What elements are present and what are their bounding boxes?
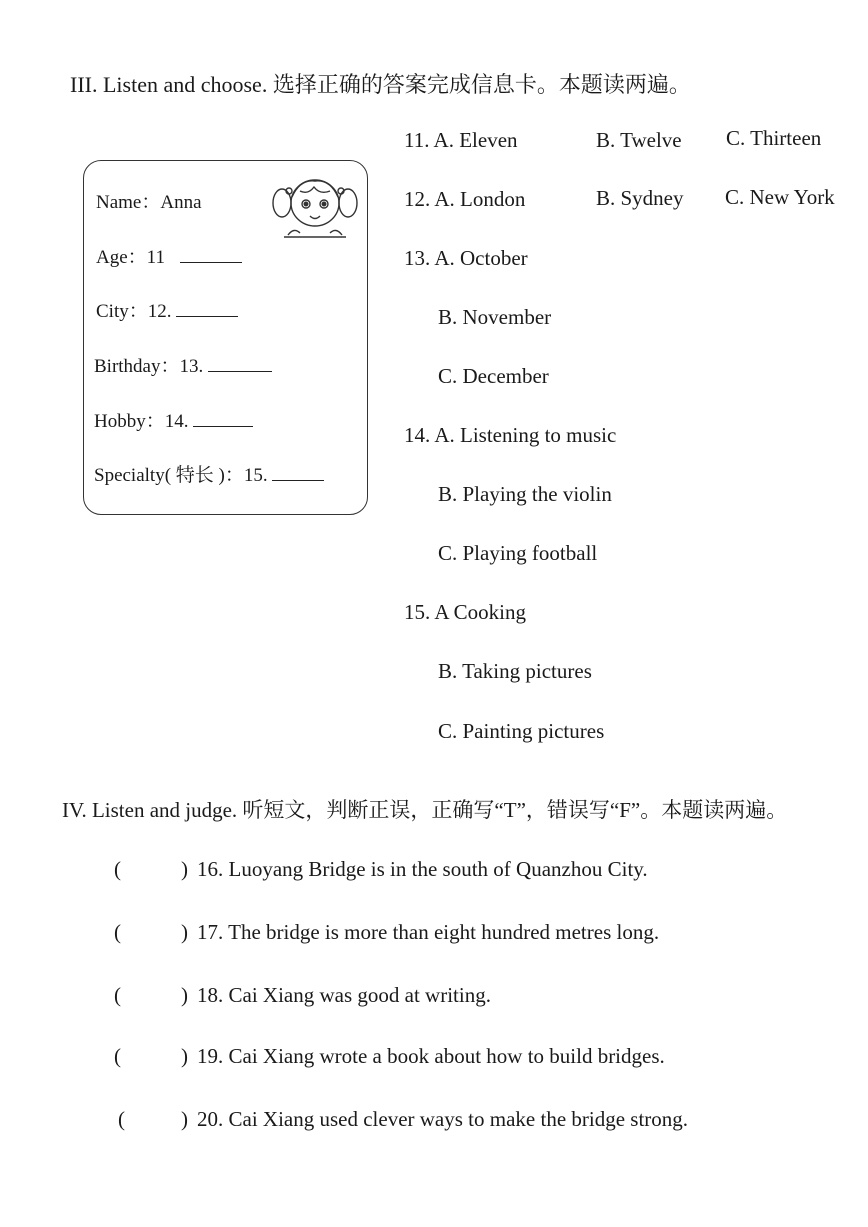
specialty-label: Specialty( 特长 )：: [94, 465, 244, 486]
answer-paren-close: ): [181, 983, 188, 1007]
q11-option-c: C. Thirteen: [726, 126, 822, 150]
answer-paren-open: (: [114, 983, 121, 1007]
age-label: Age：: [96, 247, 147, 268]
q13-option-a: 13. A. October: [404, 246, 528, 270]
city-num: 12.: [147, 301, 172, 322]
q11-option-a: 11. A. Eleven: [404, 128, 518, 152]
judge-statement: 19. Cai Xiang wrote a book about how to build bridges.: [197, 1044, 665, 1068]
answer-paren-open: (: [114, 1044, 121, 1068]
q11-option-b: B. Twelve: [596, 128, 682, 152]
birthday-num: 13.: [179, 356, 204, 377]
q12-option-a: 12. A. London: [404, 187, 526, 211]
q14-option-b: B. Playing the violin: [438, 482, 612, 506]
age-blank: [180, 246, 242, 263]
city-label: City：: [96, 301, 148, 322]
answer-paren-open: (: [114, 857, 121, 881]
q14-option-a: 14. A. Listening to music: [404, 423, 617, 447]
judge-statement: 20. Cai Xiang used clever ways to make the bridge strong.: [197, 1107, 689, 1131]
q15-option-a: 15. A Cooking: [404, 600, 526, 624]
judge-statement: 18. Cai Xiang was good at writing.: [197, 983, 491, 1007]
q15-option-c: C. Painting pictures: [438, 719, 605, 743]
judge-statement: 17. The bridge is more than eight hundred metres long.: [197, 920, 660, 944]
hobby-label: Hobby：: [94, 411, 165, 432]
q12-option-b: B. Sydney: [596, 186, 684, 210]
card-hobby-row: [94, 406, 253, 433]
birthday-label: Birthday：: [94, 356, 180, 377]
card-age-row: [96, 242, 242, 269]
q13-option-b: B. November: [438, 305, 552, 329]
city-blank: [176, 300, 238, 317]
q15-option-b: B. Taking pictures: [438, 659, 592, 683]
specialty-num: 15.: [243, 465, 268, 486]
name-label: Name：: [96, 192, 161, 213]
section3-heading: III. Listen and choose. 选择正确的答案完成信息卡。本题读两遍。: [70, 72, 691, 97]
card-specialty-row: [94, 460, 324, 487]
answer-paren-close: ): [181, 920, 188, 944]
hobby-num: 14.: [164, 411, 189, 432]
hobby-blank: [193, 410, 253, 427]
info-card: [83, 160, 368, 515]
q12-option-c: C. New York: [725, 185, 835, 209]
judge-statement: 16. Luoyang Bridge is in the south of Quanzhou City.: [197, 857, 648, 881]
q13-option-c: C. December: [438, 364, 549, 388]
section4-heading: IV. Listen and judge. 听短文，判断正误，正确写“T”，错误写“F”。本题读两遍。: [62, 798, 788, 822]
answer-paren-close: ): [181, 857, 188, 881]
name-value: Anna: [160, 192, 202, 213]
answer-paren-open: (: [114, 920, 121, 944]
age-value: 11: [146, 247, 165, 268]
answer-paren-close: ): [181, 1107, 188, 1131]
answer-paren-open: (: [118, 1107, 125, 1131]
card-city-row: [96, 296, 238, 323]
card-name-row: [96, 187, 202, 214]
specialty-blank: [272, 464, 324, 481]
q14-option-c: C. Playing football: [438, 541, 598, 565]
birthday-blank: [208, 355, 272, 372]
card-birthday-row: [94, 351, 272, 378]
girl-illustration: [270, 171, 360, 246]
answer-paren-close: ): [181, 1044, 188, 1068]
